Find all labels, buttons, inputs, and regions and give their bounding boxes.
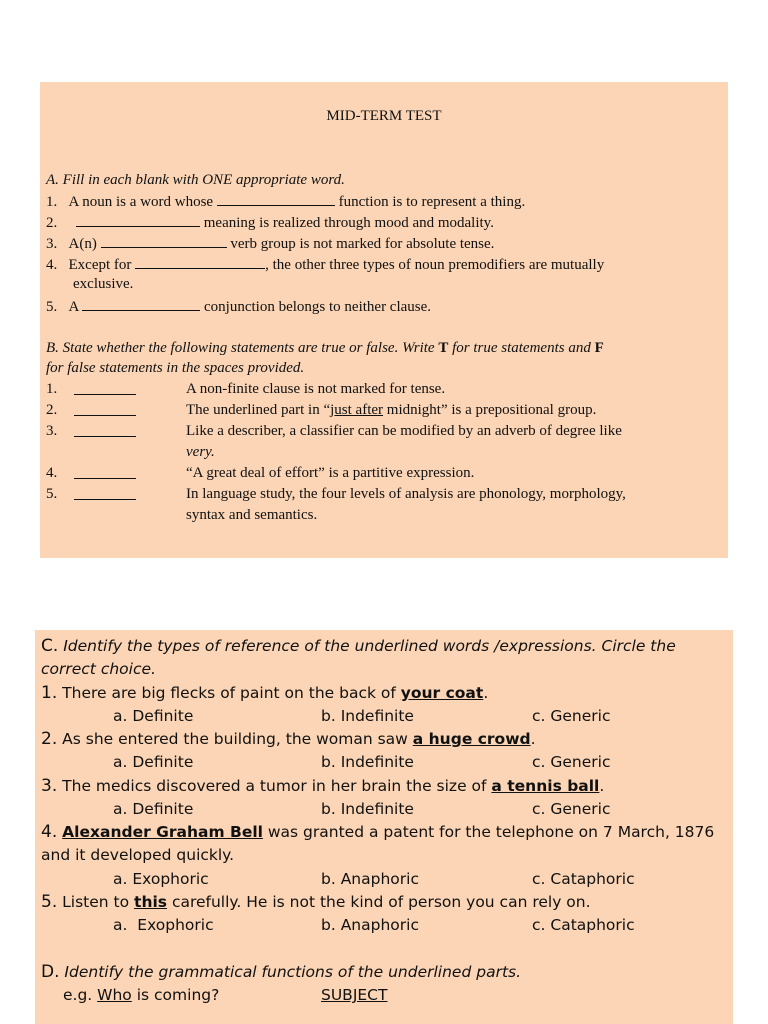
a-item-5: 5. A conjunction belongs to neither clause. (46, 296, 431, 317)
choice-a[interactable]: a. Definite (113, 753, 194, 771)
test-part-1-panel (40, 82, 728, 558)
b-item-4-text: “A great deal of effort” is a partitive expression. (186, 465, 475, 481)
answer-blank[interactable] (76, 212, 200, 227)
choice-b[interactable]: b. Anaphoric (321, 870, 419, 888)
section-a-heading: A. Fill in each blank with ONE appropriate word. (46, 172, 345, 188)
tf-blank[interactable] (74, 422, 136, 437)
a-item-1: 1. A noun is a word whose function is to represent a thing. (46, 191, 525, 212)
b-item-1-text: A non-finite clause is not marked for tense. (186, 381, 446, 397)
a-item-3: 3. A(n) verb group is not marked for absolute tense. (46, 233, 494, 254)
c-item-4: 4. Alexander Graham Bell was granted a patent for the telephone on 7 March, 1876 (41, 822, 715, 842)
choice-a[interactable]: a. Definite (113, 800, 194, 818)
answer-blank[interactable] (135, 254, 265, 269)
c-item-4-cont: and it developed quickly. (41, 846, 235, 864)
tf-blank[interactable] (74, 380, 136, 395)
choice-c[interactable]: c. Generic (532, 800, 611, 818)
choice-c[interactable]: c. Cataphoric (532, 916, 635, 934)
choice-a[interactable]: a. Exophoric (113, 916, 214, 934)
choice-b[interactable]: b. Indefinite (321, 800, 414, 818)
c-item-3: 3. The medics discovered a tumor in her brain the size of a tennis ball. (41, 776, 605, 796)
a-item-4: 4. Except for , the other three types of noun premodifiers are mutually (46, 254, 604, 275)
answer-blank[interactable] (101, 233, 227, 248)
answer-blank[interactable] (217, 191, 335, 206)
b-item-3-text: Like a describer, a classifier can be modified by an adverb of degree like (186, 423, 622, 439)
c-item-2: 2. As she entered the building, the woman saw a huge crowd. (41, 729, 536, 749)
tf-blank[interactable] (74, 485, 136, 500)
section-c-heading: C. Identify the types of reference of the underlined words /expressions. Circle the (41, 636, 676, 656)
choice-c[interactable]: c. Cataphoric (532, 870, 635, 888)
a-item-2: 2. meaning is realized through mood and modality. (46, 212, 494, 233)
b-item-2-text: The underlined part in “just after midnight” is a prepositional group. (186, 402, 597, 418)
c-item-5: 5. Listen to this carefully. He is not the kind of person you can rely on. (41, 892, 591, 912)
choice-b[interactable]: b. Anaphoric (321, 916, 419, 934)
choice-b[interactable]: b. Indefinite (321, 753, 414, 771)
choice-c[interactable]: c. Generic (532, 707, 611, 725)
section-b-heading-cont: for false statements in the spaces provided. (46, 360, 305, 376)
choice-a[interactable]: a. Definite (113, 707, 194, 725)
choice-c[interactable]: c. Generic (532, 753, 611, 771)
d-example-answer: SUBJECT (321, 986, 388, 1004)
tf-blank[interactable] (74, 464, 136, 479)
section-d-heading: D. Identify the grammatical functions of the underlined parts. (41, 962, 522, 982)
c-item-1: 1. There are big flecks of paint on the back of your coat. (41, 683, 489, 703)
section-c-heading-cont: correct choice. (41, 660, 156, 678)
b-item-4: 4. (46, 465, 58, 481)
test-title: MID-TERM TEST (326, 108, 442, 124)
choice-b[interactable]: b. Indefinite (321, 707, 414, 725)
b-item-5-text: In language study, the four levels of analysis are phonology, morphology, (186, 486, 626, 502)
d-example: e.g. Who is coming? (63, 986, 220, 1004)
a-item-4-cont: exclusive. (73, 276, 134, 292)
b-item-5-cont: syntax and semantics. (186, 507, 318, 523)
choice-a[interactable]: a. Exophoric (113, 870, 209, 888)
answer-blank[interactable] (82, 296, 200, 311)
tf-blank[interactable] (74, 401, 136, 416)
section-b-heading: B. State whether the following statements are true or false. Write T for true statements and F (46, 340, 604, 356)
b-item-3-cont: very. (186, 444, 215, 460)
b-item-3: 3. (46, 423, 58, 439)
b-item-1: 1. (46, 381, 58, 397)
b-item-5: 5. (46, 486, 58, 502)
b-item-2: 2. (46, 402, 58, 418)
test-part-2-panel (35, 630, 733, 1024)
